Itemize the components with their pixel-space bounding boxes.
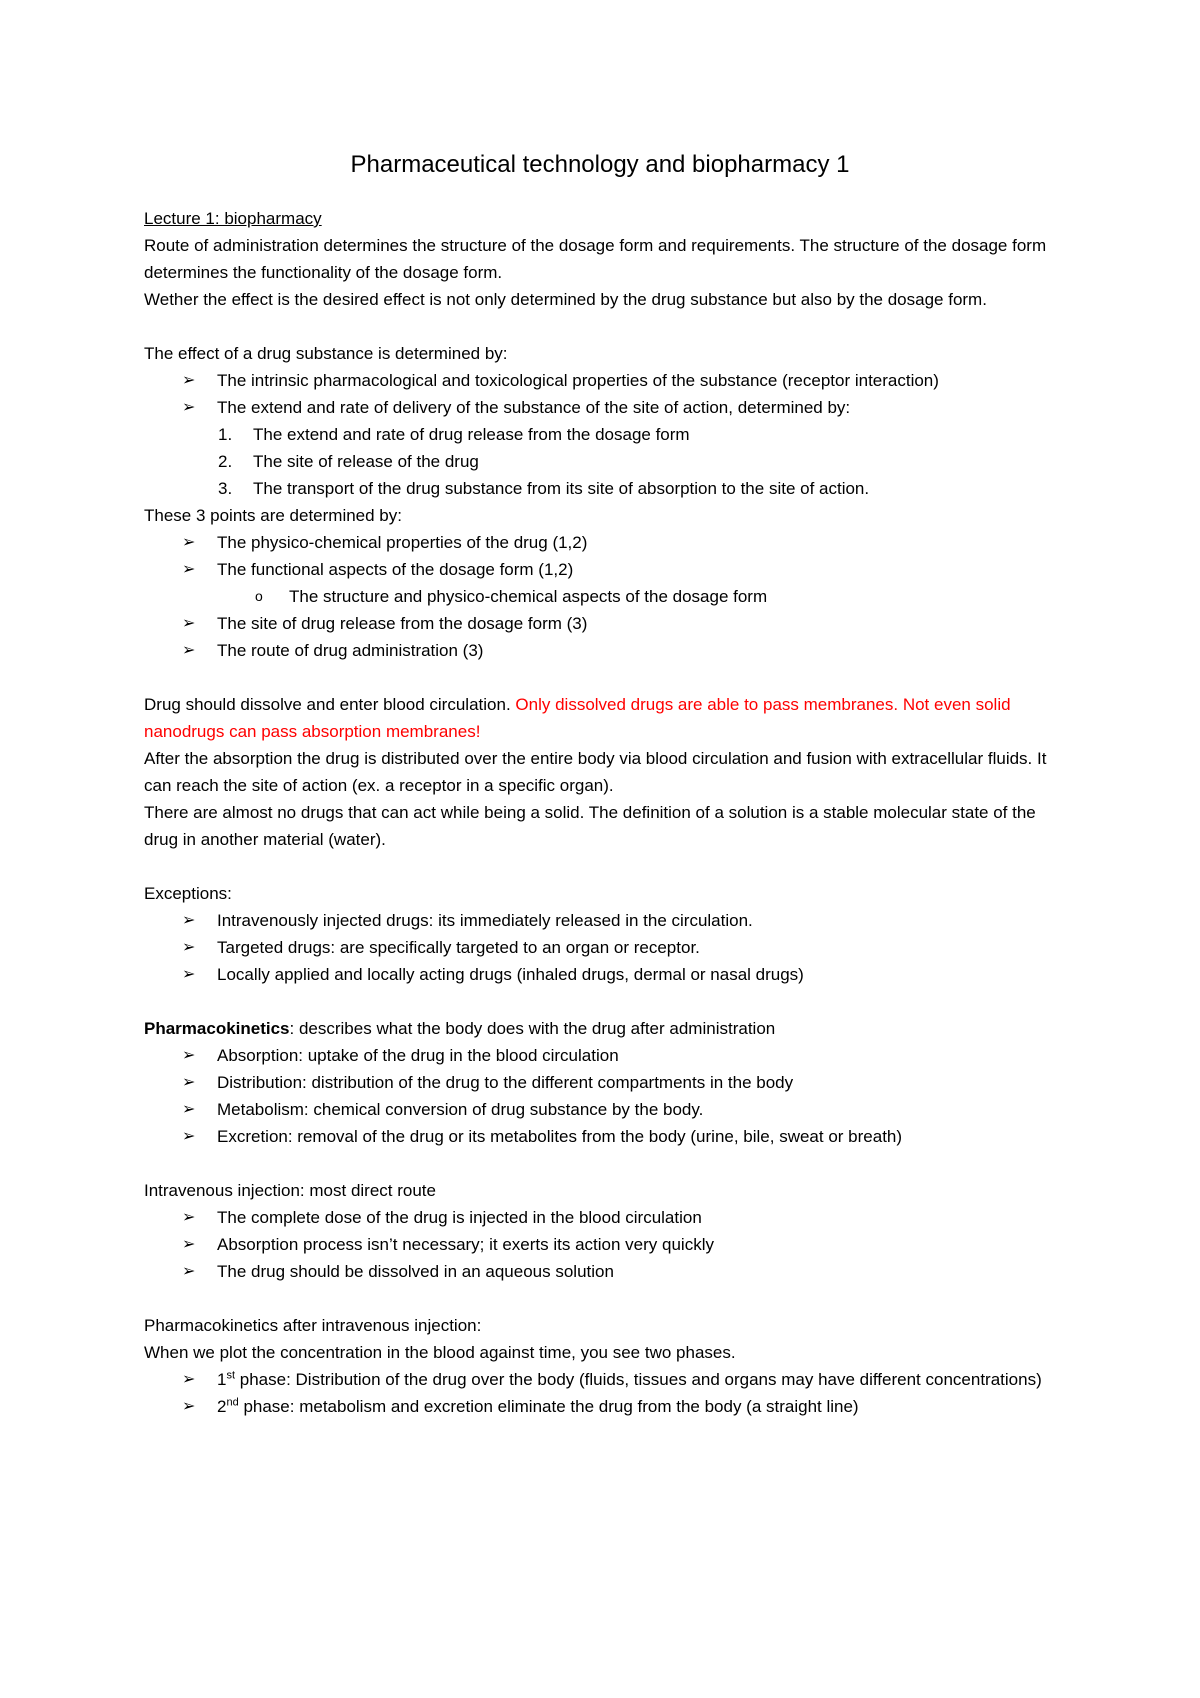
document-title: Pharmaceutical technology and biopharmacy 1 <box>350 151 850 178</box>
arrow-bullet-icon: ➢ <box>182 1371 196 1388</box>
list-item: ➢ The intrinsic pharmacological and toxicological properties of the substance (receptor interaction) <box>144 367 1074 394</box>
solution-paragraph: There are almost no drugs that can act while being a solid. The definition of a solution is a stable molecular state of the drug in another material (water). <box>144 803 1036 849</box>
pk-iv-line: When we plot the concentration in the blood against time, you see two phases. <box>144 1343 736 1362</box>
points-bullet-list <box>144 529 1074 583</box>
list-item: 3. The transport of the drug substance from its site of absorption to the site of action. <box>144 475 1074 502</box>
document-body <box>144 205 1074 1420</box>
arrow-bullet-icon: ➢ <box>182 1074 196 1091</box>
list-item: ➢ Intravenously injected drugs: its immediately released in the circulation. <box>144 907 1074 934</box>
lecture-heading: Lecture 1: biopharmacy <box>144 209 322 228</box>
pk-iv-heading: Pharmacokinetics after intravenous injection: <box>144 1316 482 1335</box>
list-item: ➢ The extend and rate of delivery of the substance of the site of action, determined by: <box>144 394 1074 421</box>
list-item: ➢ The complete dose of the drug is injected in the blood circulation <box>144 1204 1074 1231</box>
list-item: o The structure and physico-chemical aspects of the dosage form <box>144 583 1074 610</box>
arrow-bullet-icon: ➢ <box>182 912 196 929</box>
pharmacokinetics-heading: Pharmacokinetics: describes what the body does with the drug after administration <box>144 1019 776 1038</box>
list-item: ➢ The physico-chemical properties of the drug (1,2) <box>144 529 1074 556</box>
dissolve-paragraph: Drug should dissolve and enter blood circulation. Only dissolved drugs are able to pass membranes. Not even solid nanodrugs can pass absorption membranes! <box>144 695 1011 741</box>
list-number: 1. <box>218 425 233 444</box>
list-number: 2. <box>218 452 233 471</box>
arrow-bullet-icon: ➢ <box>182 1128 196 1145</box>
highlight-text: Only dissolved drugs are able to pass membranes. Not even solid nanodrugs can pass absorption membranes! <box>144 695 1011 741</box>
list-number: 3. <box>218 479 233 498</box>
list-item: ➢ Locally applied and locally acting drugs (inhaled drugs, dermal or nasal drugs) <box>144 961 1074 988</box>
arrow-bullet-icon: ➢ <box>182 534 196 551</box>
absorption-paragraph: After the absorption the drug is distributed over the entire body via blood circulation and fusion with extracellular fluids. It can reach the site of action (ex. a receptor in a specific organ). <box>144 749 1047 795</box>
points-heading: These 3 points are determined by: <box>144 506 402 525</box>
arrow-bullet-icon: ➢ <box>182 1209 196 1226</box>
list-item: ➢ Absorption process isn’t necessary; it exerts its action very quickly <box>144 1231 1074 1258</box>
points-bullet-list-2 <box>144 610 1074 664</box>
iv-heading: Intravenous injection: most direct route <box>144 1181 436 1200</box>
arrow-bullet-icon: ➢ <box>182 1101 196 1118</box>
list-item: 2. The site of release of the drug <box>144 448 1074 475</box>
pharmacokinetics-bullet-list <box>144 1042 1074 1150</box>
effect-numbered-list <box>144 421 1074 502</box>
arrow-bullet-icon: ➢ <box>182 561 196 578</box>
list-item: ➢ The route of drug administration (3) <box>144 637 1074 664</box>
list-item: ➢ The drug should be dissolved in an aqueous solution <box>144 1258 1074 1285</box>
list-item: ➢ The functional aspects of the dosage form (1,2) <box>144 556 1074 583</box>
list-item: ➢ 2nd phase: metabolism and excretion eliminate the drug from the body (a straight line) <box>144 1393 1074 1420</box>
arrow-bullet-icon: ➢ <box>182 1398 196 1415</box>
iv-bullet-list <box>144 1204 1074 1285</box>
intro-paragraph-1: Route of administration determines the structure of the dosage form and requirements. The structure of the dosage form determines the functionality of the dosage form. <box>144 236 1047 282</box>
list-item: ➢ Absorption: uptake of the drug in the blood circulation <box>144 1042 1074 1069</box>
list-item: ➢ Targeted drugs: are specifically targeted to an organ or receptor. <box>144 934 1074 961</box>
circle-bullet-icon: o <box>255 588 263 604</box>
arrow-bullet-icon: ➢ <box>182 399 196 416</box>
effect-heading: The effect of a drug substance is determined by: <box>144 344 508 363</box>
intro-paragraph-2: Wether the effect is the desired effect is not only determined by the drug substance but also by the dosage form. <box>144 290 987 309</box>
arrow-bullet-icon: ➢ <box>182 1263 196 1280</box>
arrow-bullet-icon: ➢ <box>182 1236 196 1253</box>
list-item: ➢ Excretion: removal of the drug or its metabolites from the body (urine, bile, sweat or breath) <box>144 1123 1074 1150</box>
list-item: ➢ Metabolism: chemical conversion of drug substance by the body. <box>144 1096 1074 1123</box>
list-item: ➢ 1st phase: Distribution of the drug over the body (fluids, tissues and organs may have different concentrations) <box>144 1366 1074 1393</box>
arrow-bullet-icon: ➢ <box>182 939 196 956</box>
arrow-bullet-icon: ➢ <box>182 615 196 632</box>
exceptions-heading: Exceptions: <box>144 884 232 903</box>
arrow-bullet-icon: ➢ <box>182 642 196 659</box>
effect-bullet-list <box>144 367 1074 421</box>
list-item: ➢ Distribution: distribution of the drug to the different compartments in the body <box>144 1069 1074 1096</box>
arrow-bullet-icon: ➢ <box>182 1047 196 1064</box>
arrow-bullet-icon: ➢ <box>182 966 196 983</box>
phases-bullet-list <box>144 1366 1074 1420</box>
arrow-bullet-icon: ➢ <box>182 372 196 389</box>
exceptions-bullet-list <box>144 907 1074 988</box>
list-item: ➢ The site of drug release from the dosage form (3) <box>144 610 1074 637</box>
list-item: 1. The extend and rate of drug release from the dosage form <box>144 421 1074 448</box>
points-sub-list <box>144 583 1074 610</box>
